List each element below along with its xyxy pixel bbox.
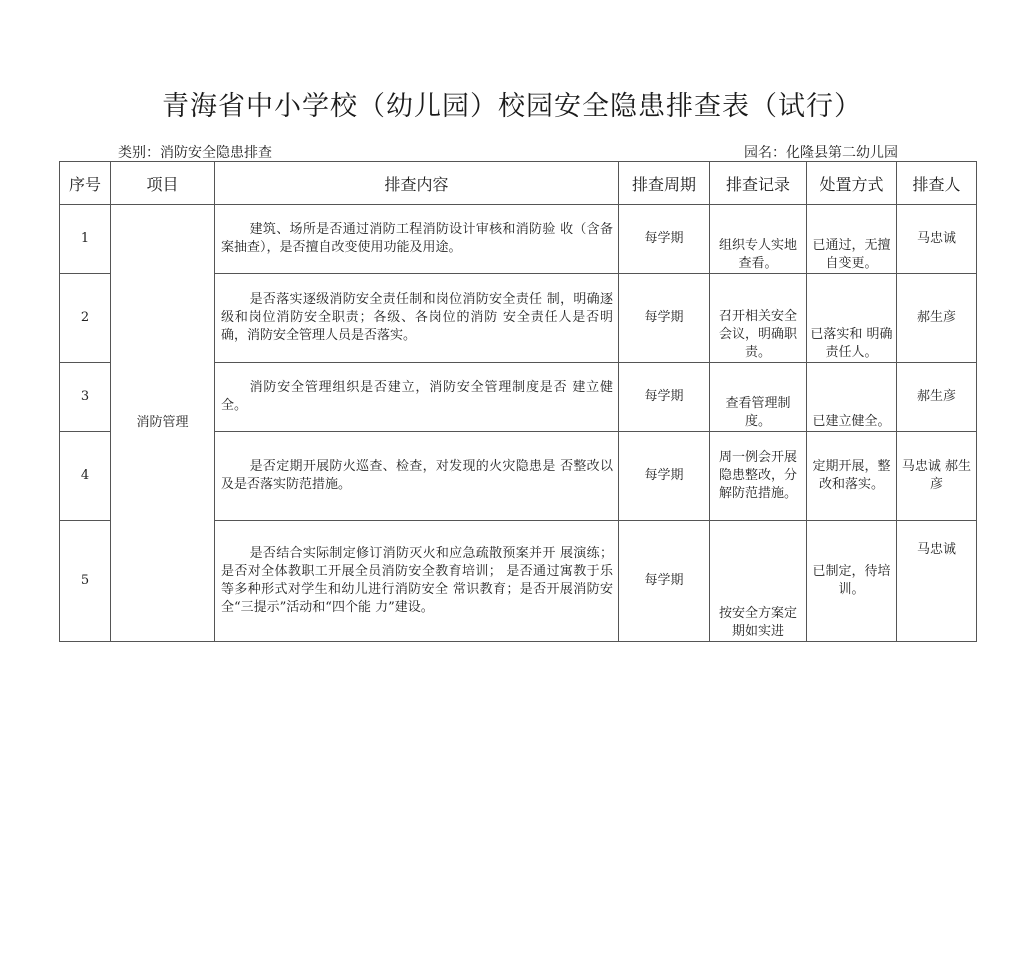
project-cell: 消防管理 xyxy=(111,205,215,642)
row-inspector: 郝生彦 xyxy=(897,363,977,432)
row-content-text: 是否落实逐级消防安全责任制和岗位消防安全责任 制，明确逐级和岗位消防安全职责；各级、各岗位的消防 安全责任人是否明确，消防安全管理人员是否落实。 xyxy=(221,292,613,343)
row-content xyxy=(215,432,619,521)
page-title: 青海省中小学校（幼儿园）校园安全隐患排查表（试行） xyxy=(162,91,862,122)
row-no: 2 xyxy=(60,274,111,363)
row-period: 每学期 xyxy=(619,205,710,274)
row-record: 周一例会开展隐患整改，分解防范措施。 xyxy=(710,432,807,521)
row-record: 查看管理制度。 xyxy=(710,363,807,432)
row-period: 每学期 xyxy=(619,432,710,521)
row-handling: 定期开展，整改和落实。 xyxy=(807,432,897,521)
row-record: 召开相关安全会议，明确职责。 xyxy=(710,274,807,363)
row-content xyxy=(215,205,619,274)
header-record: 排查记录 xyxy=(710,162,807,205)
row-no: 3 xyxy=(60,363,111,432)
row-record: 组织专人实地查看。 xyxy=(710,205,807,274)
row-content-text: 是否结合实际制定修订消防灭火和应急疏散预案并开 展演练；是否对全体教职工开展全员消防安全教育培训； 是否通过寓教于乐等多种形式对学生和幼儿进行消防安全 常识教育；是否开展消防安全“三提示”活动和“四个能 力”建设。 xyxy=(221,546,613,615)
row-record: 按安全方案定期如实进 xyxy=(710,521,807,642)
row-handling: 已制定，待培训。 xyxy=(807,521,897,642)
row-no: 1 xyxy=(60,205,111,274)
row-content xyxy=(215,274,619,363)
row-inspector: 马忠诚 xyxy=(897,521,977,642)
row-period: 每学期 xyxy=(619,363,710,432)
header-content: 排查内容 xyxy=(215,162,619,205)
header-period: 排查周期 xyxy=(619,162,710,205)
header-inspector: 排查人 xyxy=(897,162,977,205)
row-handling: 已通过，无擅自变更。 xyxy=(807,205,897,274)
row-content-text: 消防安全管理组织是否建立，消防安全管理制度是否 建立健全。 xyxy=(221,380,613,413)
header-no: 序号 xyxy=(60,162,111,205)
row-no: 5 xyxy=(60,521,111,642)
header-project: 项目 xyxy=(111,162,215,205)
table-row xyxy=(60,205,977,274)
row-content xyxy=(215,521,619,642)
row-inspector: 马忠诚 xyxy=(897,205,977,274)
row-no: 4 xyxy=(60,432,111,521)
header-handling: 处置方式 xyxy=(807,162,897,205)
table-header-row xyxy=(60,162,977,205)
row-content-text: 建筑、场所是否通过消防工程消防设计审核和消防验 收（含备案抽查），是否擅自改变使用功能及用途。 xyxy=(221,222,613,255)
row-period: 每学期 xyxy=(619,274,710,363)
row-period: 每学期 xyxy=(619,521,710,642)
category-label: 类别：消防安全隐患排查 xyxy=(118,145,272,161)
row-handling: 已落实和 明确责任人。 xyxy=(807,274,897,363)
row-handling: 已建立健全。 xyxy=(807,363,897,432)
school-name-label: 园名：化隆县第二幼儿园 xyxy=(744,145,898,161)
row-inspector: 郝生彦 xyxy=(897,274,977,363)
row-content-text: 是否定期开展防火巡查、检查，对发现的火灾隐患是 否整改以及是否落实防范措施。 xyxy=(221,459,613,492)
row-content xyxy=(215,363,619,432)
row-inspector: 马忠诚 郝生彦 xyxy=(897,432,977,521)
inspection-table xyxy=(59,161,977,642)
